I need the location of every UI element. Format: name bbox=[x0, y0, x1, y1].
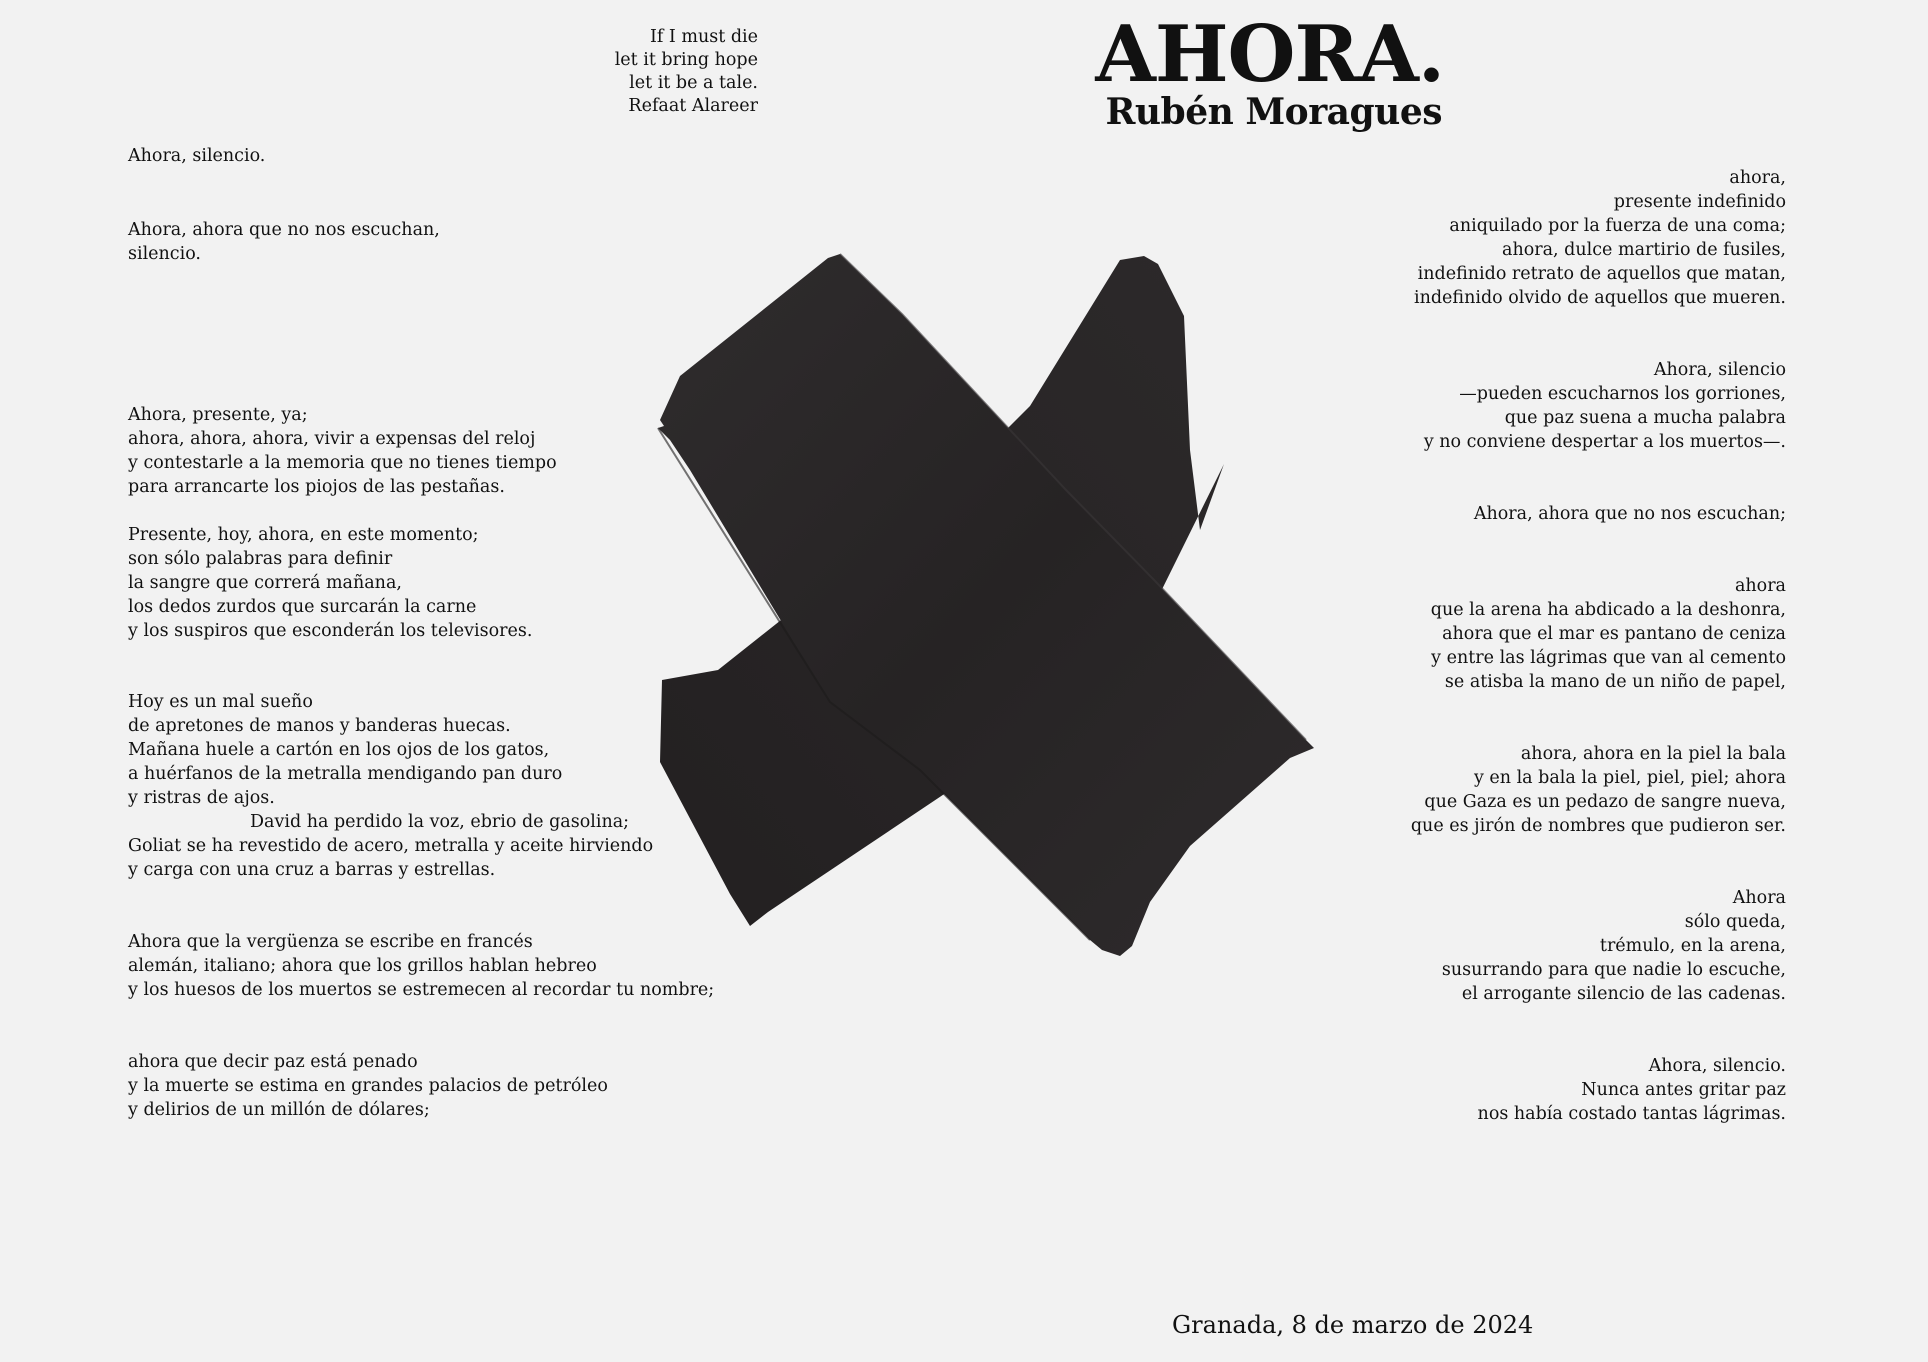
verse-line: y la muerte se estima en grandes palacios de petróleo bbox=[128, 1076, 608, 1096]
stanza bbox=[1478, 1054, 1786, 1126]
verse-line: la sangre que correrá mañana, bbox=[128, 573, 402, 593]
verse-line: silencio. bbox=[128, 244, 201, 264]
verse-line: Ahora bbox=[1732, 888, 1786, 908]
stanza bbox=[128, 218, 440, 266]
verse-line: se atisba la mano de un niño de papel, bbox=[1444, 672, 1786, 692]
verse-line: nos había costado tantas lágrimas. bbox=[1477, 1104, 1786, 1124]
place-date: Granada, 8 de marzo de 2024 bbox=[1172, 1311, 1534, 1339]
verse-line: alemán, italiano; ahora que los grillos hablan hebreo bbox=[128, 956, 597, 976]
epigraph-line: If I must die bbox=[649, 27, 758, 47]
verse-line: y los huesos de los muertos se estremecen al recordar tu nombre; bbox=[128, 980, 715, 1000]
epigraph-line: let it bring hope bbox=[614, 50, 758, 70]
verse-line: ahora que el mar es pantano de ceniza bbox=[1442, 624, 1786, 644]
verse-line: Ahora, ahora que no nos escuchan; bbox=[1473, 504, 1786, 524]
verse-line: Ahora, silencio bbox=[1653, 360, 1786, 380]
stanza bbox=[1431, 574, 1786, 694]
verse-line: que Gaza es un pedazo de sangre nueva, bbox=[1424, 792, 1786, 812]
stanza bbox=[128, 144, 265, 168]
verse-line: los dedos zurdos que surcarán la carne bbox=[128, 597, 477, 617]
verse-line: el arrogante silencio de las cadenas. bbox=[1461, 984, 1786, 1004]
verse-line: Ahora, silencio. bbox=[1648, 1056, 1786, 1076]
verse-line: sólo queda, bbox=[1684, 912, 1786, 932]
stanza bbox=[1411, 742, 1786, 838]
verse-line: Mañana huele a cartón en los ojos de los gatos, bbox=[128, 740, 550, 760]
stanza bbox=[128, 523, 532, 643]
verse-line: y contestarle a la memoria que no tienes tiempo bbox=[128, 453, 557, 473]
verse-line: Ahora que la vergüenza se escribe en francés bbox=[128, 932, 533, 952]
verse-line: ahora, ahora en la piel la bala bbox=[1520, 744, 1786, 764]
stanza bbox=[1424, 358, 1786, 454]
verse-line: para arrancarte los piojos de las pestañas. bbox=[128, 477, 505, 497]
verse-line: Nunca antes gritar paz bbox=[1581, 1080, 1786, 1100]
verse-line: aniquilado por la fuerza de una coma; bbox=[1449, 216, 1786, 236]
verse-line: Ahora, ahora que no nos escuchan, bbox=[128, 220, 440, 240]
verse-line: presente indefinido bbox=[1613, 192, 1786, 212]
verse-line: Ahora, silencio. bbox=[128, 146, 266, 166]
epigraph-attribution: Refaat Alareer bbox=[628, 96, 758, 116]
verse-line: y no conviene despertar a los muertos—. bbox=[1423, 432, 1786, 452]
verse-line: a huérfanos de la metralla mendigando pan duro bbox=[128, 764, 563, 784]
verse-line: ahora, bbox=[1729, 168, 1786, 188]
poem-author: Rubén Moragues bbox=[1105, 91, 1442, 133]
verse-line: que paz suena a mucha palabra bbox=[1504, 408, 1786, 428]
verse-line: susurrando para que nadie lo escuche, bbox=[1441, 960, 1786, 980]
verse-line: Ahora, presente, ya; bbox=[128, 405, 308, 425]
stanza bbox=[128, 690, 653, 882]
verse-line: Presente, hoy, ahora, en este momento; bbox=[128, 525, 479, 545]
verse-line: —pueden escucharnos los gorriones, bbox=[1459, 384, 1786, 404]
stanza bbox=[1474, 502, 1786, 526]
stanza bbox=[128, 930, 714, 1002]
stanza bbox=[1414, 166, 1786, 310]
verse-line: y carga con una cruz a barras y estrellas. bbox=[128, 860, 496, 880]
verse-line: ahora bbox=[1734, 576, 1786, 596]
stanza bbox=[128, 403, 557, 499]
poem-title: AHORA. bbox=[1095, 9, 1444, 100]
verse-line: son sólo palabras para definir bbox=[128, 549, 393, 569]
verse-line: ahora, dulce martirio de fusiles, bbox=[1502, 240, 1786, 260]
verse-line: indefinido retrato de aquellos que matan, bbox=[1417, 264, 1786, 284]
verse-line: que la arena ha abdicado a la deshonra, bbox=[1430, 600, 1786, 620]
stanza bbox=[128, 1050, 608, 1122]
stanza bbox=[1442, 886, 1786, 1006]
verse-line: ahora, ahora, ahora, vivir a expensas del reloj bbox=[128, 429, 536, 449]
verse-line: Hoy es un mal sueño bbox=[128, 692, 313, 712]
verse-line: ahora que decir paz está penado bbox=[128, 1052, 418, 1072]
verse-line: trémulo, en la arena, bbox=[1599, 936, 1786, 956]
epigraph bbox=[540, 26, 758, 118]
verse-line: y en la bala la piel, piel, piel; ahora bbox=[1473, 768, 1786, 788]
verse-line: Goliat se ha revestido de acero, metralla y aceite hirviendo bbox=[128, 836, 654, 856]
verse-line: que es jirón de nombres que pudieron ser. bbox=[1410, 816, 1786, 836]
verse-line: y entre las lágrimas que van al cemento bbox=[1431, 648, 1786, 668]
verse-line: y ristras de ajos. bbox=[128, 788, 275, 808]
verse-line: y delirios de un millón de dólares; bbox=[128, 1100, 430, 1120]
verse-line: de apretones de manos y banderas huecas. bbox=[128, 716, 511, 736]
verse-line: David ha perdido la voz, ebrio de gasolina; bbox=[250, 812, 630, 832]
epigraph-line: let it be a tale. bbox=[629, 73, 758, 93]
duct-tape-cross-image bbox=[650, 250, 1330, 970]
verse-line: indefinido olvido de aquellos que mueren. bbox=[1413, 288, 1786, 308]
verse-line: y los suspiros que esconderán los televisores. bbox=[128, 621, 533, 641]
